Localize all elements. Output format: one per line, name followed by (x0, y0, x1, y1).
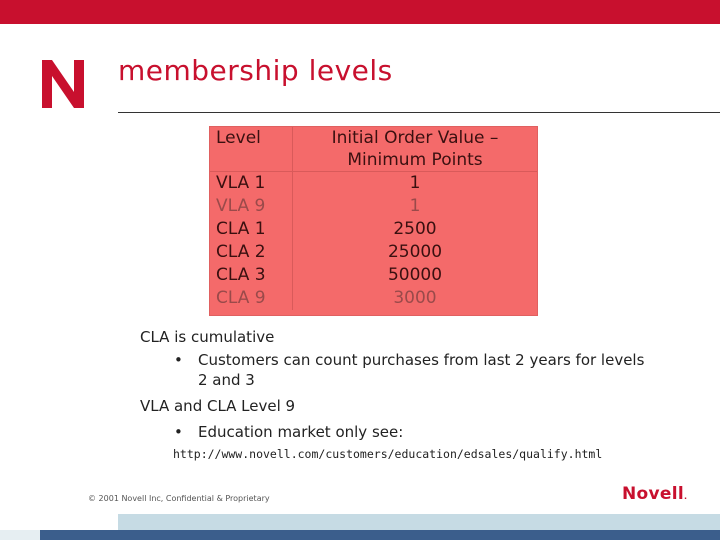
value-cell: 3000 (393, 288, 437, 308)
bullet-dot-icon: • (174, 351, 183, 369)
footer-base-bar (0, 530, 720, 540)
value-cell: 2500 (393, 219, 437, 239)
footer-strip (118, 514, 720, 530)
level-cell: VLA 1 (210, 172, 293, 196)
table-row (210, 195, 537, 218)
novell-logo (622, 484, 687, 504)
level-cell: CLA 3 (210, 264, 293, 287)
qualify-url-link[interactable]: http://www.novell.com/customers/education/edsales/qualify.html (173, 447, 603, 461)
level-cell: CLA 2 (210, 241, 293, 264)
value-cell: 25000 (387, 242, 443, 262)
sub-bullet-purchases (174, 350, 658, 390)
level-cell: CLA 9 (210, 287, 293, 310)
sub-bullet-text: Education market only see: (198, 423, 404, 441)
level-cell: CLA 1 (210, 218, 293, 241)
bullet-cla-cumulative: CLA is cumulative (140, 328, 275, 346)
table-row (210, 218, 537, 241)
value-cell: 50000 (387, 265, 443, 285)
membership-table (209, 126, 538, 316)
table-row (210, 241, 537, 264)
sub-bullet-education (174, 422, 658, 442)
level-cell: VLA 9 (210, 195, 293, 218)
value-cell: 1 (409, 196, 421, 216)
table-row (210, 264, 537, 287)
bullet-level-9: VLA and CLA Level 9 (140, 397, 296, 415)
slide-title: membership levels (118, 54, 393, 87)
novell-n-logo-icon (42, 60, 84, 108)
table-row (210, 172, 537, 196)
table-row (210, 287, 537, 310)
novell-logo-dot: . (683, 492, 688, 501)
title-divider (118, 112, 720, 113)
header-level: Level (210, 127, 293, 172)
top-accent-bar (0, 0, 720, 24)
value-cell: 1 (293, 172, 538, 196)
copyright-text: © 2001 Novell Inc, Confidential & Proprietary (88, 494, 270, 503)
header-min-points: Initial Order Value – Minimum Points (331, 128, 499, 170)
sub-bullet-text: Customers can count purchases from last 2 years for levels 2 and 3 (198, 351, 645, 389)
novell-logo-text: Novell (622, 484, 684, 504)
bullet-dot-icon: • (174, 423, 183, 441)
